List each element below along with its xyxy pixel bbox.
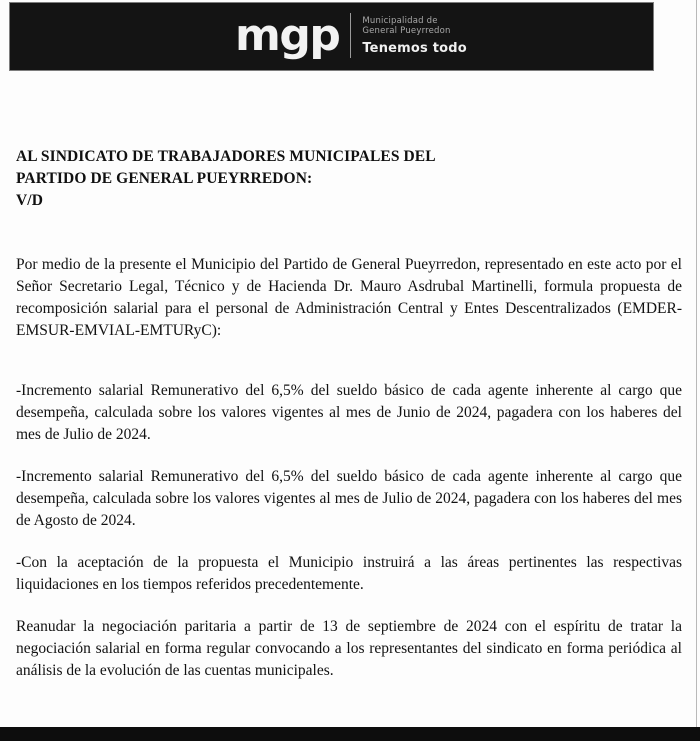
addressee-line-3: V/D xyxy=(16,192,43,209)
mgp-wordmark-logo: mgp xyxy=(235,9,340,61)
addressee-line-1: AL SINDICATO DE TRABAJADORES MUNICIPALES DEL xyxy=(16,148,436,165)
page-edge-line xyxy=(696,0,697,741)
logo-text-block xyxy=(351,16,467,57)
addressee-heading xyxy=(16,146,682,212)
paragraph-salary-increase-second: -Incremento salarial Remunerativo del 6,5% del sueldo básico de cada agente inherente al cargo que desempeña, calculada sobre los valores vigentes al mes de Julio de 2024, pagadera con los haberes del mes de Agosto de 2024. xyxy=(16,468,682,529)
paragraph-acceptance-terms: -Con la aceptación de la propuesta el Municipio instruirá a las áreas pertinentes las respectivas liquidaciones en los tiempos referidos precedentemente. xyxy=(16,554,682,593)
paragraph-resume-negotiation: Reanudar la negociación paritaria a partir de 13 de septiembre de 2024 con el espíritu de tratar la negociación salarial en forma regular convocando a los representantes del sindicato en forma periódica al análisis de la evolución de las cuentas municipales. xyxy=(16,618,682,679)
organization-name-line-2: General Pueyrredon xyxy=(362,26,451,36)
letterhead-banner xyxy=(10,3,653,70)
paragraph-salary-increase-first: -Incremento salarial Remunerativo del 6,5% del sueldo básico de cada agente inherente al cargo que desempeña, calculada sobre los valores vigentes al mes de Junio de 2024, pagadera con los haberes del mes de Julio de 2024. xyxy=(16,382,682,443)
letter-body xyxy=(16,146,682,682)
logo-lockup xyxy=(235,9,467,64)
organization-name-line-1: Municipalidad de xyxy=(362,16,438,26)
paragraph-introduction: Por medio de la presente el Municipio del Partido de General Pueyrredon, representado en este acto por el Señor Secretario Legal, Técnico y de Hacienda Dr. Mauro Asdrubal Martinelli, formula propuesta de recomposición salarial para el personal de Administración Central y Entes Descentralizados (EMDER-EMSUR-EMVIAL-EMTURyC): xyxy=(16,256,682,339)
organization-tagline: Tenemos todo xyxy=(362,41,467,56)
footer-dark-band xyxy=(0,727,700,741)
addressee-line-2: PARTIDO DE GENERAL PUEYRREDON: xyxy=(16,170,313,187)
